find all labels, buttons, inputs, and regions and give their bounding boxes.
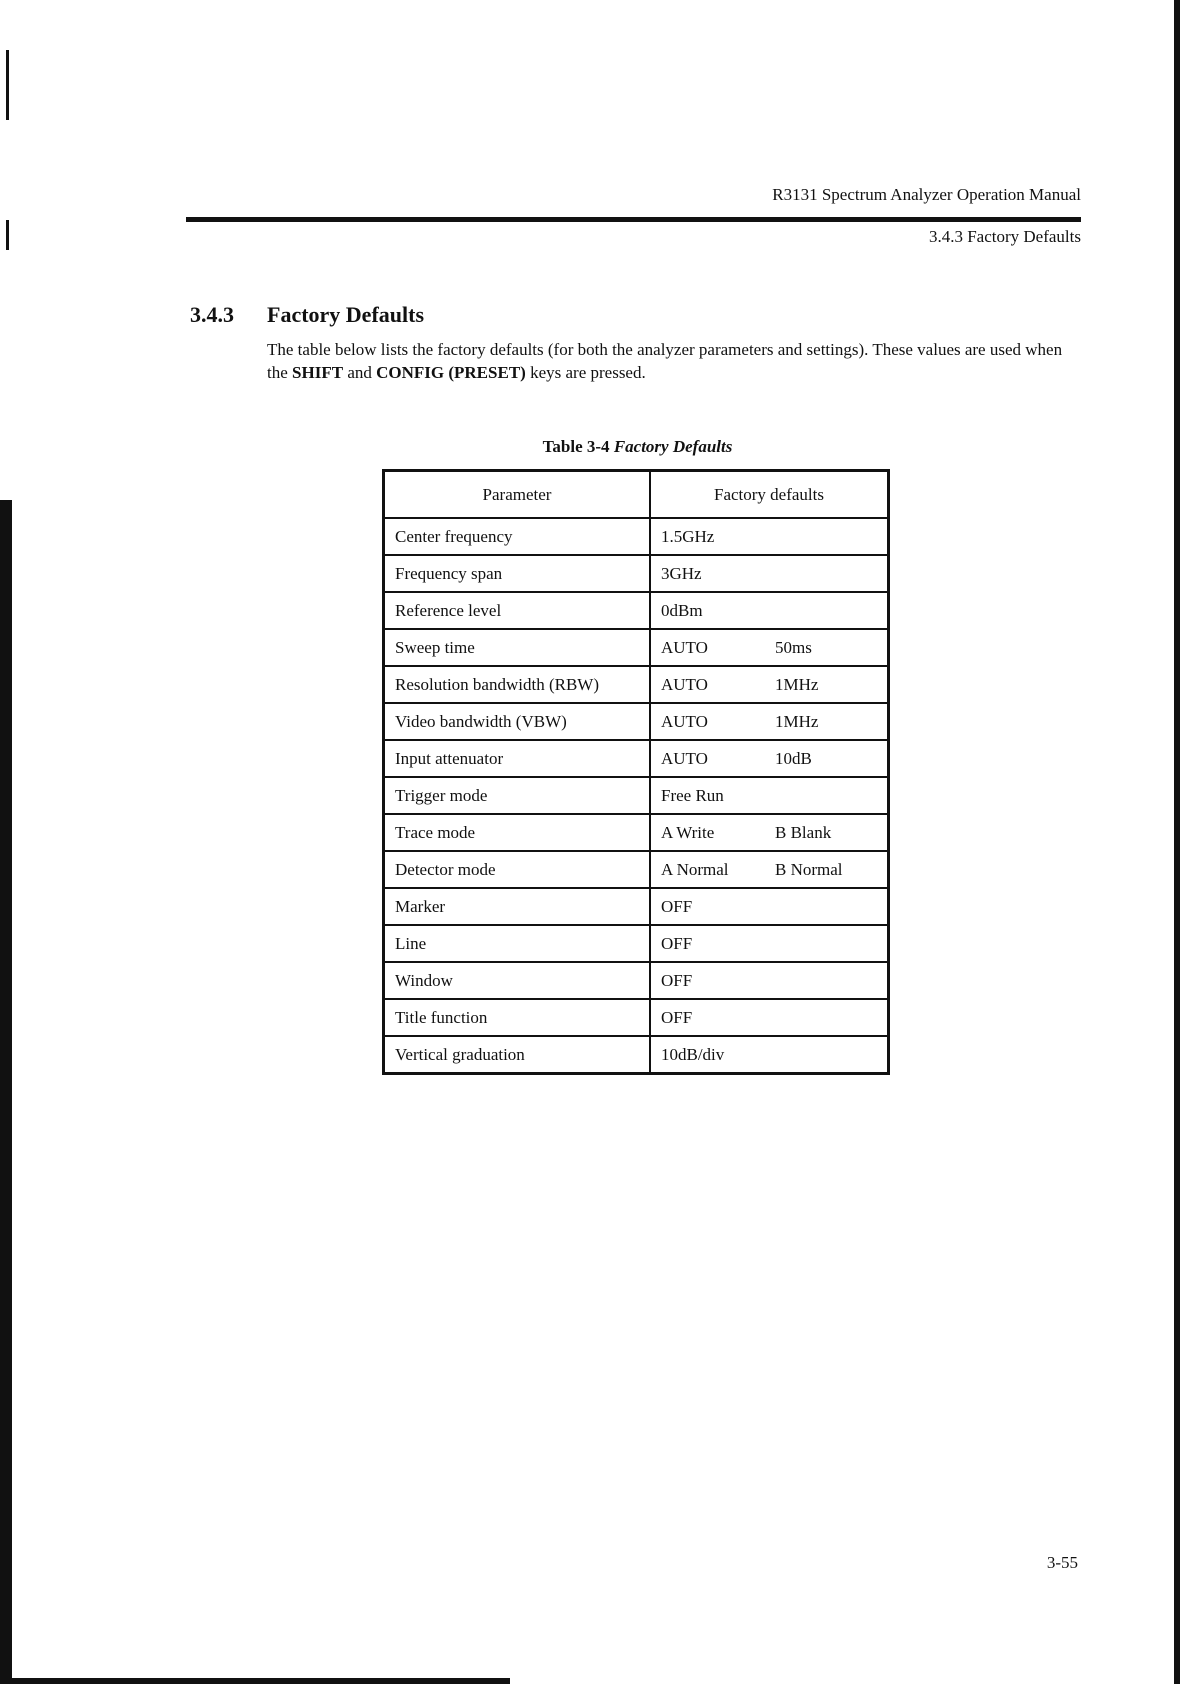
intro-paragraph: [267, 338, 1082, 384]
parameter-cell: Title function: [384, 999, 651, 1036]
default-value-primary: OFF: [661, 970, 693, 990]
default-value-cell: [650, 555, 889, 592]
default-value-cell: [650, 888, 889, 925]
default-value-cell: [650, 666, 889, 703]
scan-edge-mark: [6, 220, 9, 250]
default-value-primary: OFF: [661, 896, 693, 916]
default-value-cell: [650, 999, 889, 1036]
config-preset-key-label: CONFIG (PRESET): [376, 363, 526, 382]
default-value-cell: [650, 518, 889, 555]
table-row: [384, 999, 889, 1036]
default-value-primary: A Write: [661, 822, 715, 842]
default-value-cell: [650, 851, 889, 888]
parameter-cell: Marker: [384, 888, 651, 925]
default-value-cell: [650, 962, 889, 999]
table-row: [384, 777, 889, 814]
table-row: [384, 703, 889, 740]
section-title: Factory Defaults: [267, 302, 425, 327]
table-row: [384, 666, 889, 703]
default-value-cell: [650, 777, 889, 814]
default-value-primary: 10dB/div: [661, 1044, 725, 1064]
default-value-primary: AUTO: [661, 748, 708, 768]
default-value-cell: [650, 814, 889, 851]
parameter-cell: Window: [384, 962, 651, 999]
default-value-secondary: 50ms: [775, 637, 812, 657]
table-row: [384, 888, 889, 925]
default-value-cell: [650, 592, 889, 629]
table-caption-label: Table 3-4: [542, 437, 610, 456]
table-row: [384, 1036, 889, 1074]
table-row: [384, 814, 889, 851]
parameter-cell: Reference level: [384, 592, 651, 629]
parameter-cell: Detector mode: [384, 851, 651, 888]
default-value-primary: OFF: [661, 1007, 693, 1027]
table-row: [384, 629, 889, 666]
default-value-secondary: 1MHz: [775, 711, 819, 731]
parameter-cell: Sweep time: [384, 629, 651, 666]
table-row: [384, 962, 889, 999]
section-number: 3.4.3: [190, 302, 234, 327]
header-rule: [186, 217, 1081, 222]
parameter-cell: Resolution bandwidth (RBW): [384, 666, 651, 703]
default-value-primary: Free Run: [661, 785, 724, 805]
default-value-secondary: 10dB: [775, 748, 812, 768]
parameter-cell: Line: [384, 925, 651, 962]
header-factory-defaults: Factory defaults: [650, 471, 889, 519]
intro-text: keys are pressed.: [525, 363, 646, 382]
parameter-cell: Video bandwidth (VBW): [384, 703, 651, 740]
running-title: R3131 Spectrum Analyzer Operation Manual: [772, 185, 1081, 204]
default-value-cell: [650, 703, 889, 740]
intro-text: The table below lists the factory defaults (for both the analyzer parameters and settings). These values are used when the: [267, 340, 1063, 382]
parameter-cell: Center frequency: [384, 518, 651, 555]
default-value-secondary: B Normal: [775, 859, 843, 879]
parameter-cell: Input attenuator: [384, 740, 651, 777]
scan-edge-right: [1174, 0, 1180, 1684]
intro-text: and: [343, 363, 377, 382]
table-row: [384, 925, 889, 962]
table-caption: [0, 437, 1188, 457]
scan-edge-bottom: [0, 1678, 510, 1684]
table-row: [384, 518, 889, 555]
default-value-primary: A Normal: [661, 859, 729, 879]
default-value-primary: 0dBm: [661, 600, 703, 620]
default-value-cell: [650, 629, 889, 666]
shift-key-label: SHIFT: [292, 363, 344, 382]
default-value-primary: AUTO: [661, 637, 708, 657]
default-value-primary: 3GHz: [661, 563, 702, 583]
header-parameter: Parameter: [384, 471, 651, 519]
table-caption-title: Factory Defaults: [613, 437, 733, 456]
table-row: [384, 740, 889, 777]
parameter-cell: Vertical graduation: [384, 1036, 651, 1074]
default-value-cell: [650, 925, 889, 962]
default-value-secondary: 1MHz: [775, 674, 819, 694]
default-value-primary: AUTO: [661, 711, 708, 731]
scan-edge-left: [0, 500, 12, 1680]
page-number: 3-55: [1046, 1553, 1078, 1572]
default-value-primary: 1.5GHz: [661, 526, 715, 546]
table-row: [384, 851, 889, 888]
default-value-primary: OFF: [661, 933, 693, 953]
running-section: 3.4.3 Factory Defaults: [928, 227, 1081, 246]
parameter-cell: Trigger mode: [384, 777, 651, 814]
table-row: [384, 555, 889, 592]
table-row: [384, 592, 889, 629]
default-value-primary: AUTO: [661, 674, 708, 694]
factory-defaults-table: [382, 469, 890, 1075]
parameter-cell: Trace mode: [384, 814, 651, 851]
table-header-row: [384, 471, 889, 519]
default-value-secondary: B Blank: [775, 822, 832, 842]
default-value-cell: [650, 1036, 889, 1074]
default-value-cell: [650, 740, 889, 777]
parameter-cell: Frequency span: [384, 555, 651, 592]
scan-edge-mark: [6, 50, 9, 120]
